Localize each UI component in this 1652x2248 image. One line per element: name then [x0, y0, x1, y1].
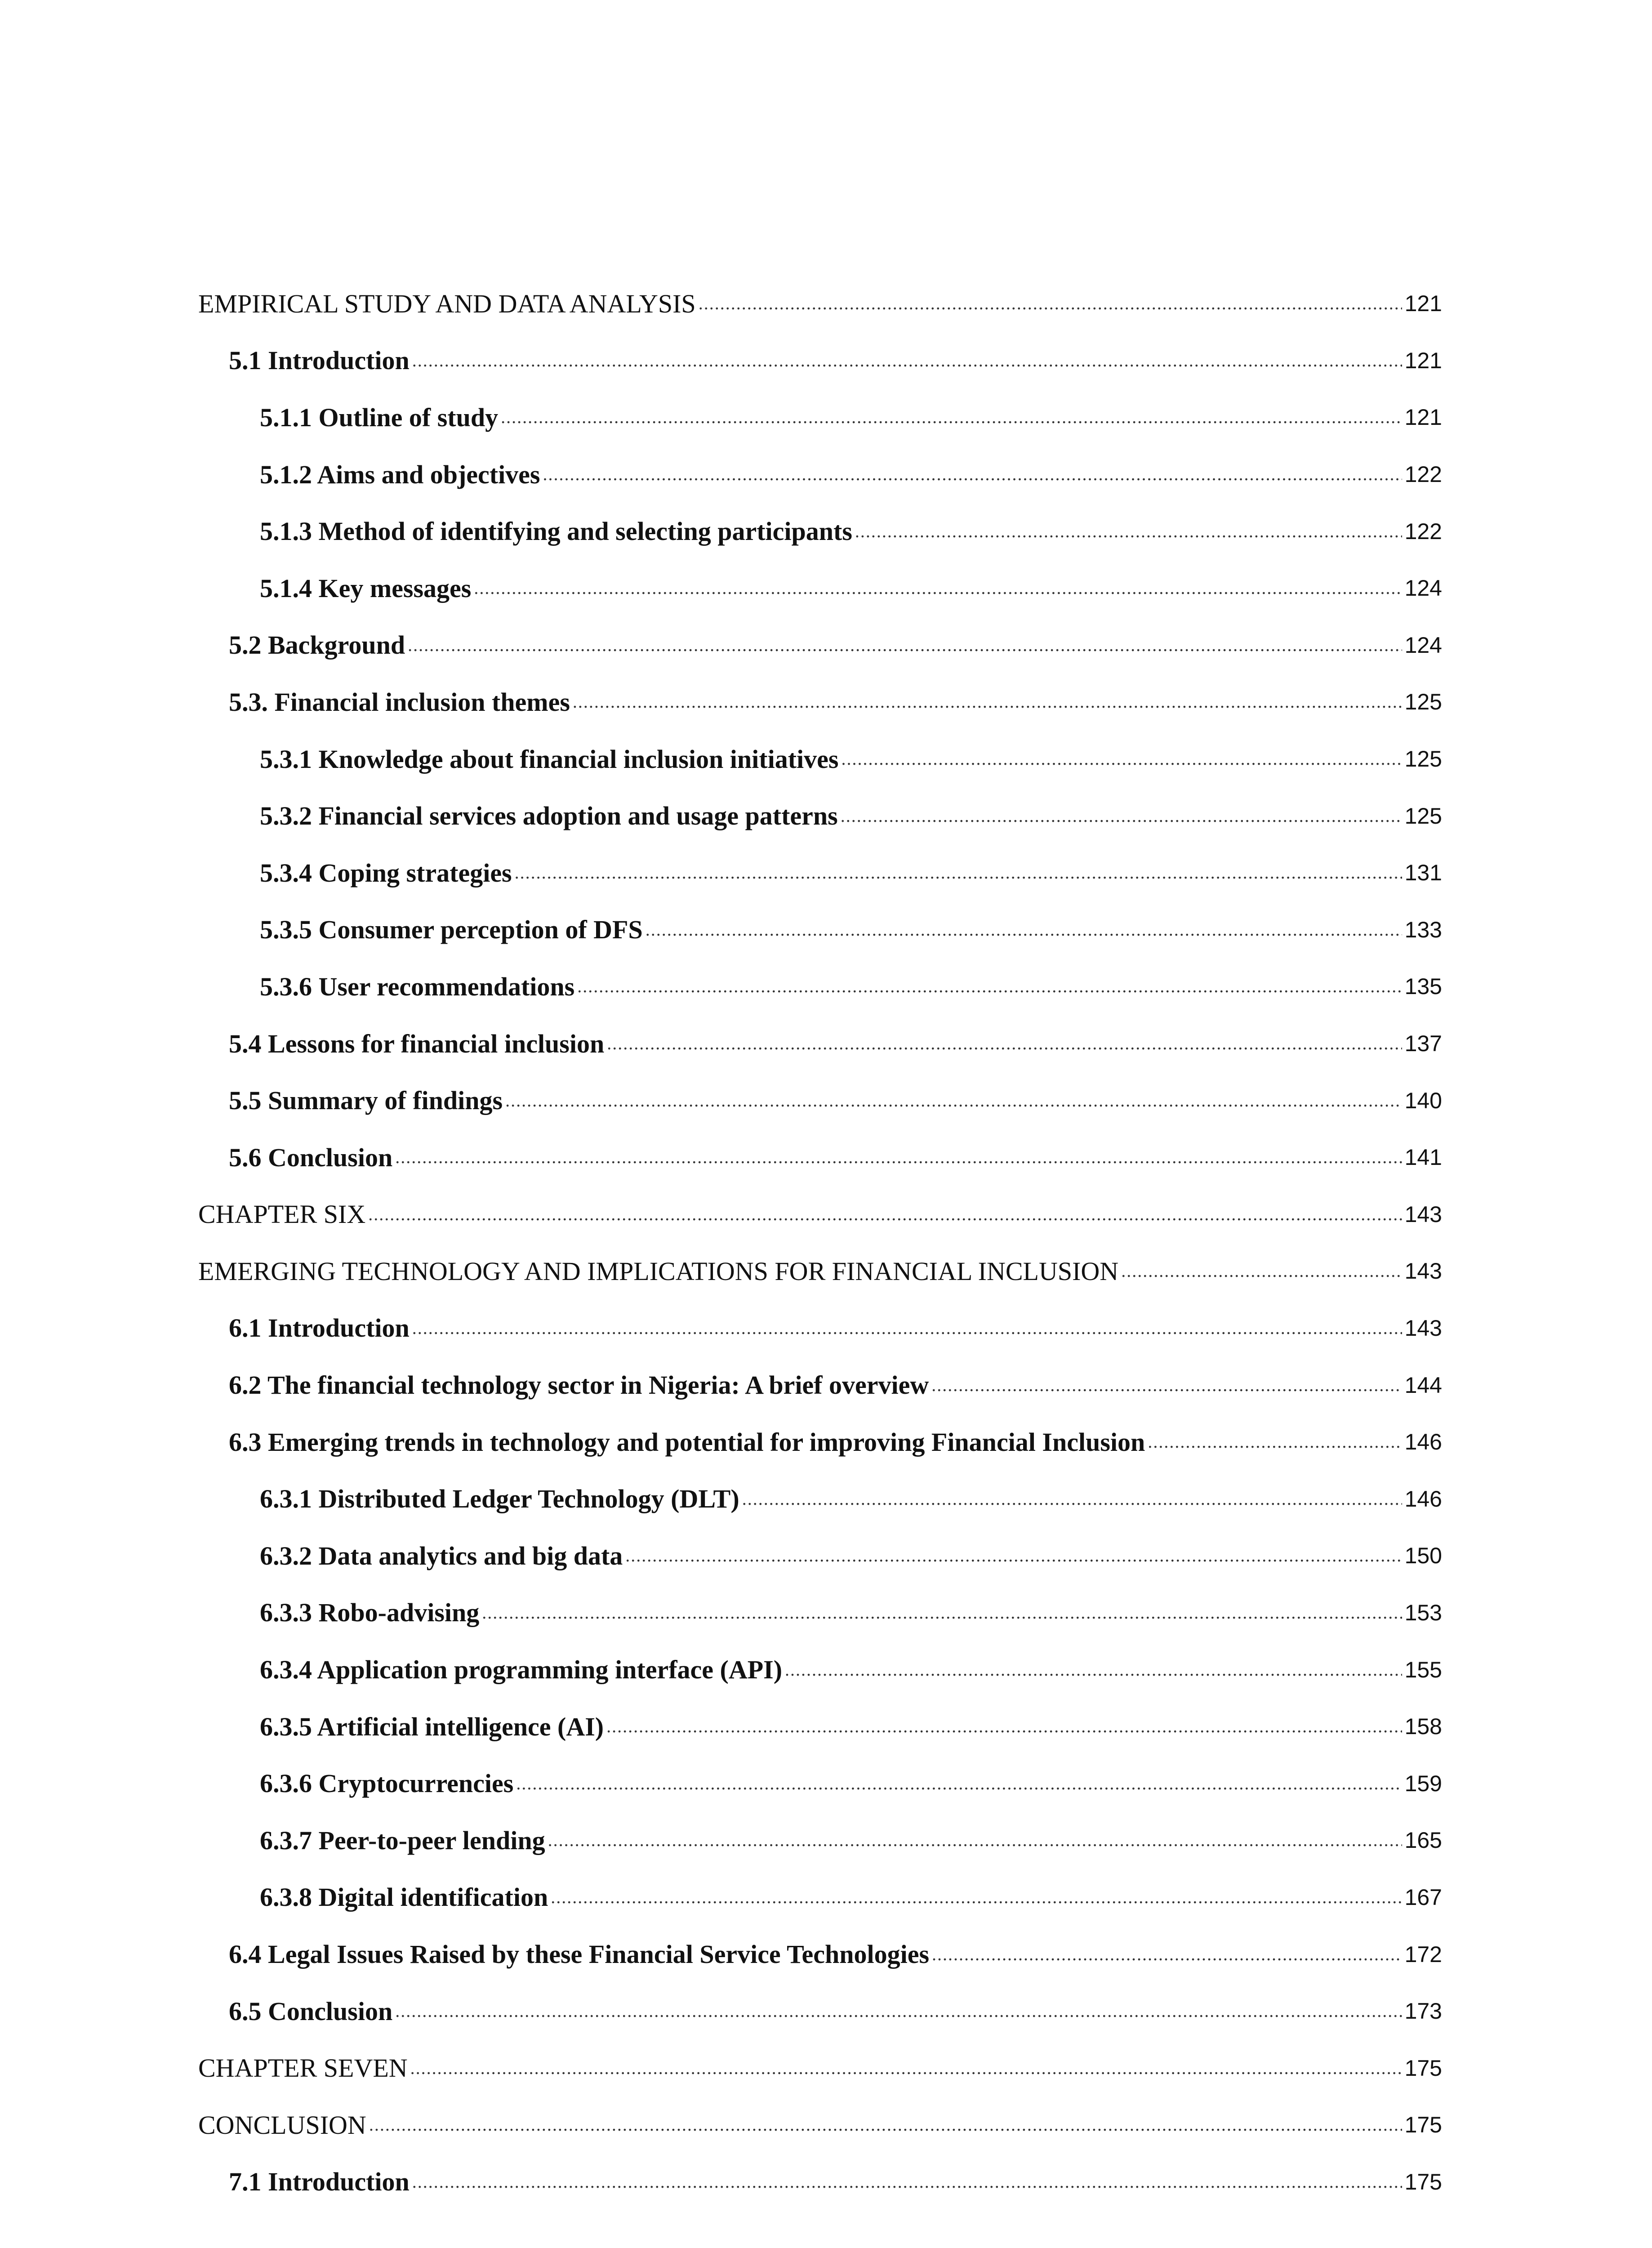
- toc-entry-title: 6.3.5 Artificial intelligence (AI): [260, 1712, 604, 1741]
- dot-leader: [841, 803, 1402, 829]
- toc-entry-page-number: 125: [1404, 689, 1442, 715]
- toc-entry-page-number: 125: [1404, 746, 1442, 772]
- toc-entry-page-number: 122: [1404, 462, 1442, 487]
- dot-leader: [548, 1827, 1402, 1853]
- toc-entry-title: 6.3.6 Cryptocurrencies: [260, 1769, 514, 1798]
- toc-entry-page-number: 137: [1404, 1031, 1442, 1057]
- toc-entry[interactable]: [198, 560, 1442, 617]
- toc-entry[interactable]: [198, 1414, 1442, 1471]
- toc-entry-title: 6.3.1 Distributed Ledger Technology (DLT): [260, 1484, 739, 1514]
- dot-leader: [369, 2112, 1402, 2138]
- toc-entry[interactable]: [198, 1129, 1442, 1186]
- dot-leader: [412, 2169, 1402, 2195]
- toc-entry-page-number: 144: [1404, 1372, 1442, 1398]
- toc-entry-page-number: 165: [1404, 1828, 1442, 1853]
- toc-entry-title: 6.3.2 Data analytics and big data: [260, 1541, 623, 1570]
- toc-entry[interactable]: [198, 1926, 1442, 1983]
- toc-entry[interactable]: [198, 674, 1442, 731]
- toc-entry-title: 6.3.8 Digital identification: [260, 1882, 548, 1912]
- toc-entry-title: 6.3.3 Robo-advising: [260, 1598, 480, 1628]
- toc-entry-title: CHAPTER SIX: [198, 1200, 366, 1229]
- dot-leader: [368, 1201, 1402, 1227]
- dot-leader: [742, 1486, 1402, 1512]
- toc-entry-title: 5.2 Background: [229, 630, 405, 660]
- dot-leader: [515, 860, 1402, 886]
- dot-leader: [932, 1941, 1402, 1967]
- dot-leader: [785, 1657, 1402, 1683]
- toc-entry-page-number: 143: [1404, 1258, 1442, 1284]
- dot-leader: [410, 2055, 1402, 2081]
- toc-entry-title: EMPIRICAL STUDY AND DATA ANALYSIS: [198, 289, 696, 318]
- toc-entry-title: 5.1.4 Key messages: [260, 573, 472, 603]
- toc-entry-page-number: 131: [1404, 860, 1442, 886]
- toc-entry-title: 6.3.7 Peer-to-peer lending: [260, 1825, 545, 1855]
- toc-entry-title: EMERGING TECHNOLOGY AND IMPLICATIONS FOR FINANCIAL INCLUSION: [198, 1256, 1119, 1286]
- toc-entry-title: 6.2 The financial technology sector in Nigeria: A brief overview: [229, 1370, 929, 1400]
- dot-leader: [474, 575, 1402, 601]
- toc-entry-page-number: 167: [1404, 1884, 1442, 1910]
- toc-entry-page-number: 172: [1404, 1941, 1442, 1967]
- dot-leader: [841, 746, 1402, 772]
- dot-leader: [931, 1372, 1402, 1398]
- toc-entry[interactable]: [198, 1470, 1442, 1527]
- dot-leader: [573, 689, 1402, 715]
- toc-entry[interactable]: [198, 2039, 1442, 2096]
- toc-entry-page-number: 140: [1404, 1088, 1442, 1113]
- toc-entry[interactable]: [198, 1983, 1442, 2040]
- toc-entry-page-number: 124: [1404, 575, 1442, 601]
- toc-entry-title: 6.5 Conclusion: [229, 1996, 393, 2026]
- toc-entry-page-number: 175: [1404, 2055, 1442, 2081]
- toc-entry-page-number: 121: [1404, 348, 1442, 373]
- toc-entry-page-number: 133: [1404, 917, 1442, 942]
- dot-leader: [408, 632, 1402, 658]
- toc-entry[interactable]: [198, 1243, 1442, 1300]
- toc-entry-page-number: 158: [1404, 1714, 1442, 1740]
- toc-entry[interactable]: [198, 617, 1442, 674]
- dot-leader: [516, 1771, 1402, 1797]
- toc-entry-page-number: 121: [1404, 291, 1442, 317]
- toc-entry[interactable]: [198, 787, 1442, 844]
- toc-entry-title: 6.1 Introduction: [229, 1313, 410, 1343]
- toc-entry[interactable]: [198, 1015, 1442, 1072]
- toc-entry-title: 6.3.4 Application programming interface (API): [260, 1655, 783, 1685]
- toc-entry-page-number: 155: [1404, 1657, 1442, 1682]
- toc-entry-page-number: 146: [1404, 1429, 1442, 1455]
- toc-entry-page-number: 124: [1404, 632, 1442, 658]
- toc-entry-title: 5.3.6 User recommendations: [260, 972, 575, 1001]
- dot-leader: [646, 917, 1402, 943]
- toc-entry[interactable]: [198, 275, 1442, 332]
- toc-entry[interactable]: [198, 2154, 1442, 2211]
- toc-entry-title: 5.3.4 Coping strategies: [260, 858, 512, 888]
- toc-entry-title: 5.1.2 Aims and objectives: [260, 459, 540, 489]
- toc-entry[interactable]: [198, 1698, 1442, 1755]
- toc-entry-title: 5.1.3 Method of identifying and selecting participants: [260, 517, 852, 546]
- toc-entry[interactable]: [198, 1812, 1442, 1869]
- toc-entry[interactable]: [198, 1186, 1442, 1243]
- toc-entry[interactable]: [198, 901, 1442, 959]
- toc-entry-title: 5.1 Introduction: [229, 346, 410, 375]
- dot-leader: [395, 1998, 1402, 2024]
- toc-entry[interactable]: [198, 958, 1442, 1015]
- toc-entry-title: 6.3 Emerging trends in technology and potential for improving Financial Inclusion: [229, 1427, 1145, 1457]
- toc-entry[interactable]: [198, 446, 1442, 503]
- toc-entry-page-number: 122: [1404, 518, 1442, 544]
- toc-entry[interactable]: [198, 1584, 1442, 1641]
- toc-entry[interactable]: [198, 1527, 1442, 1584]
- toc-entry[interactable]: [198, 1869, 1442, 1926]
- toc-entry-title: 5.6 Conclusion: [229, 1142, 393, 1172]
- toc-entry-page-number: 175: [1404, 2112, 1442, 2138]
- dot-leader: [855, 518, 1402, 544]
- toc-entry-title: 5.1.1 Outline of study: [260, 402, 499, 432]
- toc-entry-page-number: 141: [1404, 1145, 1442, 1170]
- dot-leader: [412, 348, 1402, 374]
- toc-entry-page-number: 153: [1404, 1600, 1442, 1625]
- dot-leader: [1121, 1258, 1402, 1284]
- dot-leader: [395, 1144, 1402, 1170]
- toc-entry-title: 5.4 Lessons for financial inclusion: [229, 1029, 605, 1058]
- toc-entry[interactable]: [198, 1072, 1442, 1129]
- toc-entry[interactable]: [198, 1300, 1442, 1357]
- toc-entry-title: CONCLUSION: [198, 2110, 366, 2140]
- dot-leader: [482, 1600, 1402, 1626]
- toc-entry[interactable]: [198, 1755, 1442, 1812]
- toc-entry-title: 7.1 Introduction: [229, 2167, 410, 2197]
- dot-leader: [625, 1543, 1402, 1569]
- toc-entry[interactable]: [198, 1356, 1442, 1414]
- dot-leader: [1148, 1429, 1402, 1455]
- toc-entry[interactable]: [198, 1641, 1442, 1698]
- toc-entry-page-number: 125: [1404, 803, 1442, 829]
- toc-entry[interactable]: [198, 389, 1442, 446]
- toc-entry[interactable]: [198, 844, 1442, 901]
- dot-leader: [607, 1030, 1402, 1057]
- toc-entry-title: 6.4 Legal Issues Raised by these Financial Service Technologies: [229, 1940, 930, 1969]
- toc-entry-title: 5.3.5 Consumer perception of DFS: [260, 915, 643, 945]
- toc-entry-page-number: 173: [1404, 1998, 1442, 2024]
- toc-entry-page-number: 143: [1404, 1201, 1442, 1227]
- toc-entry[interactable]: [198, 503, 1442, 560]
- dot-leader: [543, 461, 1402, 487]
- toc-entry-title: CHAPTER SEVEN: [198, 2053, 408, 2083]
- dot-leader: [412, 1315, 1402, 1341]
- toc-entry-page-number: 175: [1404, 2169, 1442, 2194]
- toc-entry-title: 5.5 Summary of findings: [229, 1086, 503, 1115]
- dot-leader: [551, 1884, 1402, 1910]
- toc-entry[interactable]: [198, 2096, 1442, 2154]
- dot-leader: [606, 1713, 1402, 1740]
- toc-entry-page-number: 150: [1404, 1543, 1442, 1569]
- toc-entry-title: 5.3.2 Financial services adoption and usage patterns: [260, 801, 838, 831]
- dot-leader: [699, 290, 1402, 317]
- toc-entry[interactable]: [198, 332, 1442, 389]
- toc-entry-page-number: 146: [1404, 1486, 1442, 1512]
- table-of-contents: [198, 275, 1442, 2210]
- toc-entry-page-number: 143: [1404, 1315, 1442, 1341]
- dot-leader: [501, 404, 1402, 430]
- toc-entry-title: 5.3. Financial inclusion themes: [229, 687, 570, 717]
- toc-entry-title: 5.3.1 Knowledge about financial inclusion initiatives: [260, 744, 839, 774]
- toc-entry-page-number: 135: [1404, 974, 1442, 999]
- dot-leader: [577, 973, 1402, 999]
- toc-entry[interactable]: [198, 731, 1442, 788]
- dot-leader: [505, 1088, 1402, 1114]
- toc-entry-page-number: 159: [1404, 1771, 1442, 1796]
- toc-entry-page-number: 121: [1404, 405, 1442, 430]
